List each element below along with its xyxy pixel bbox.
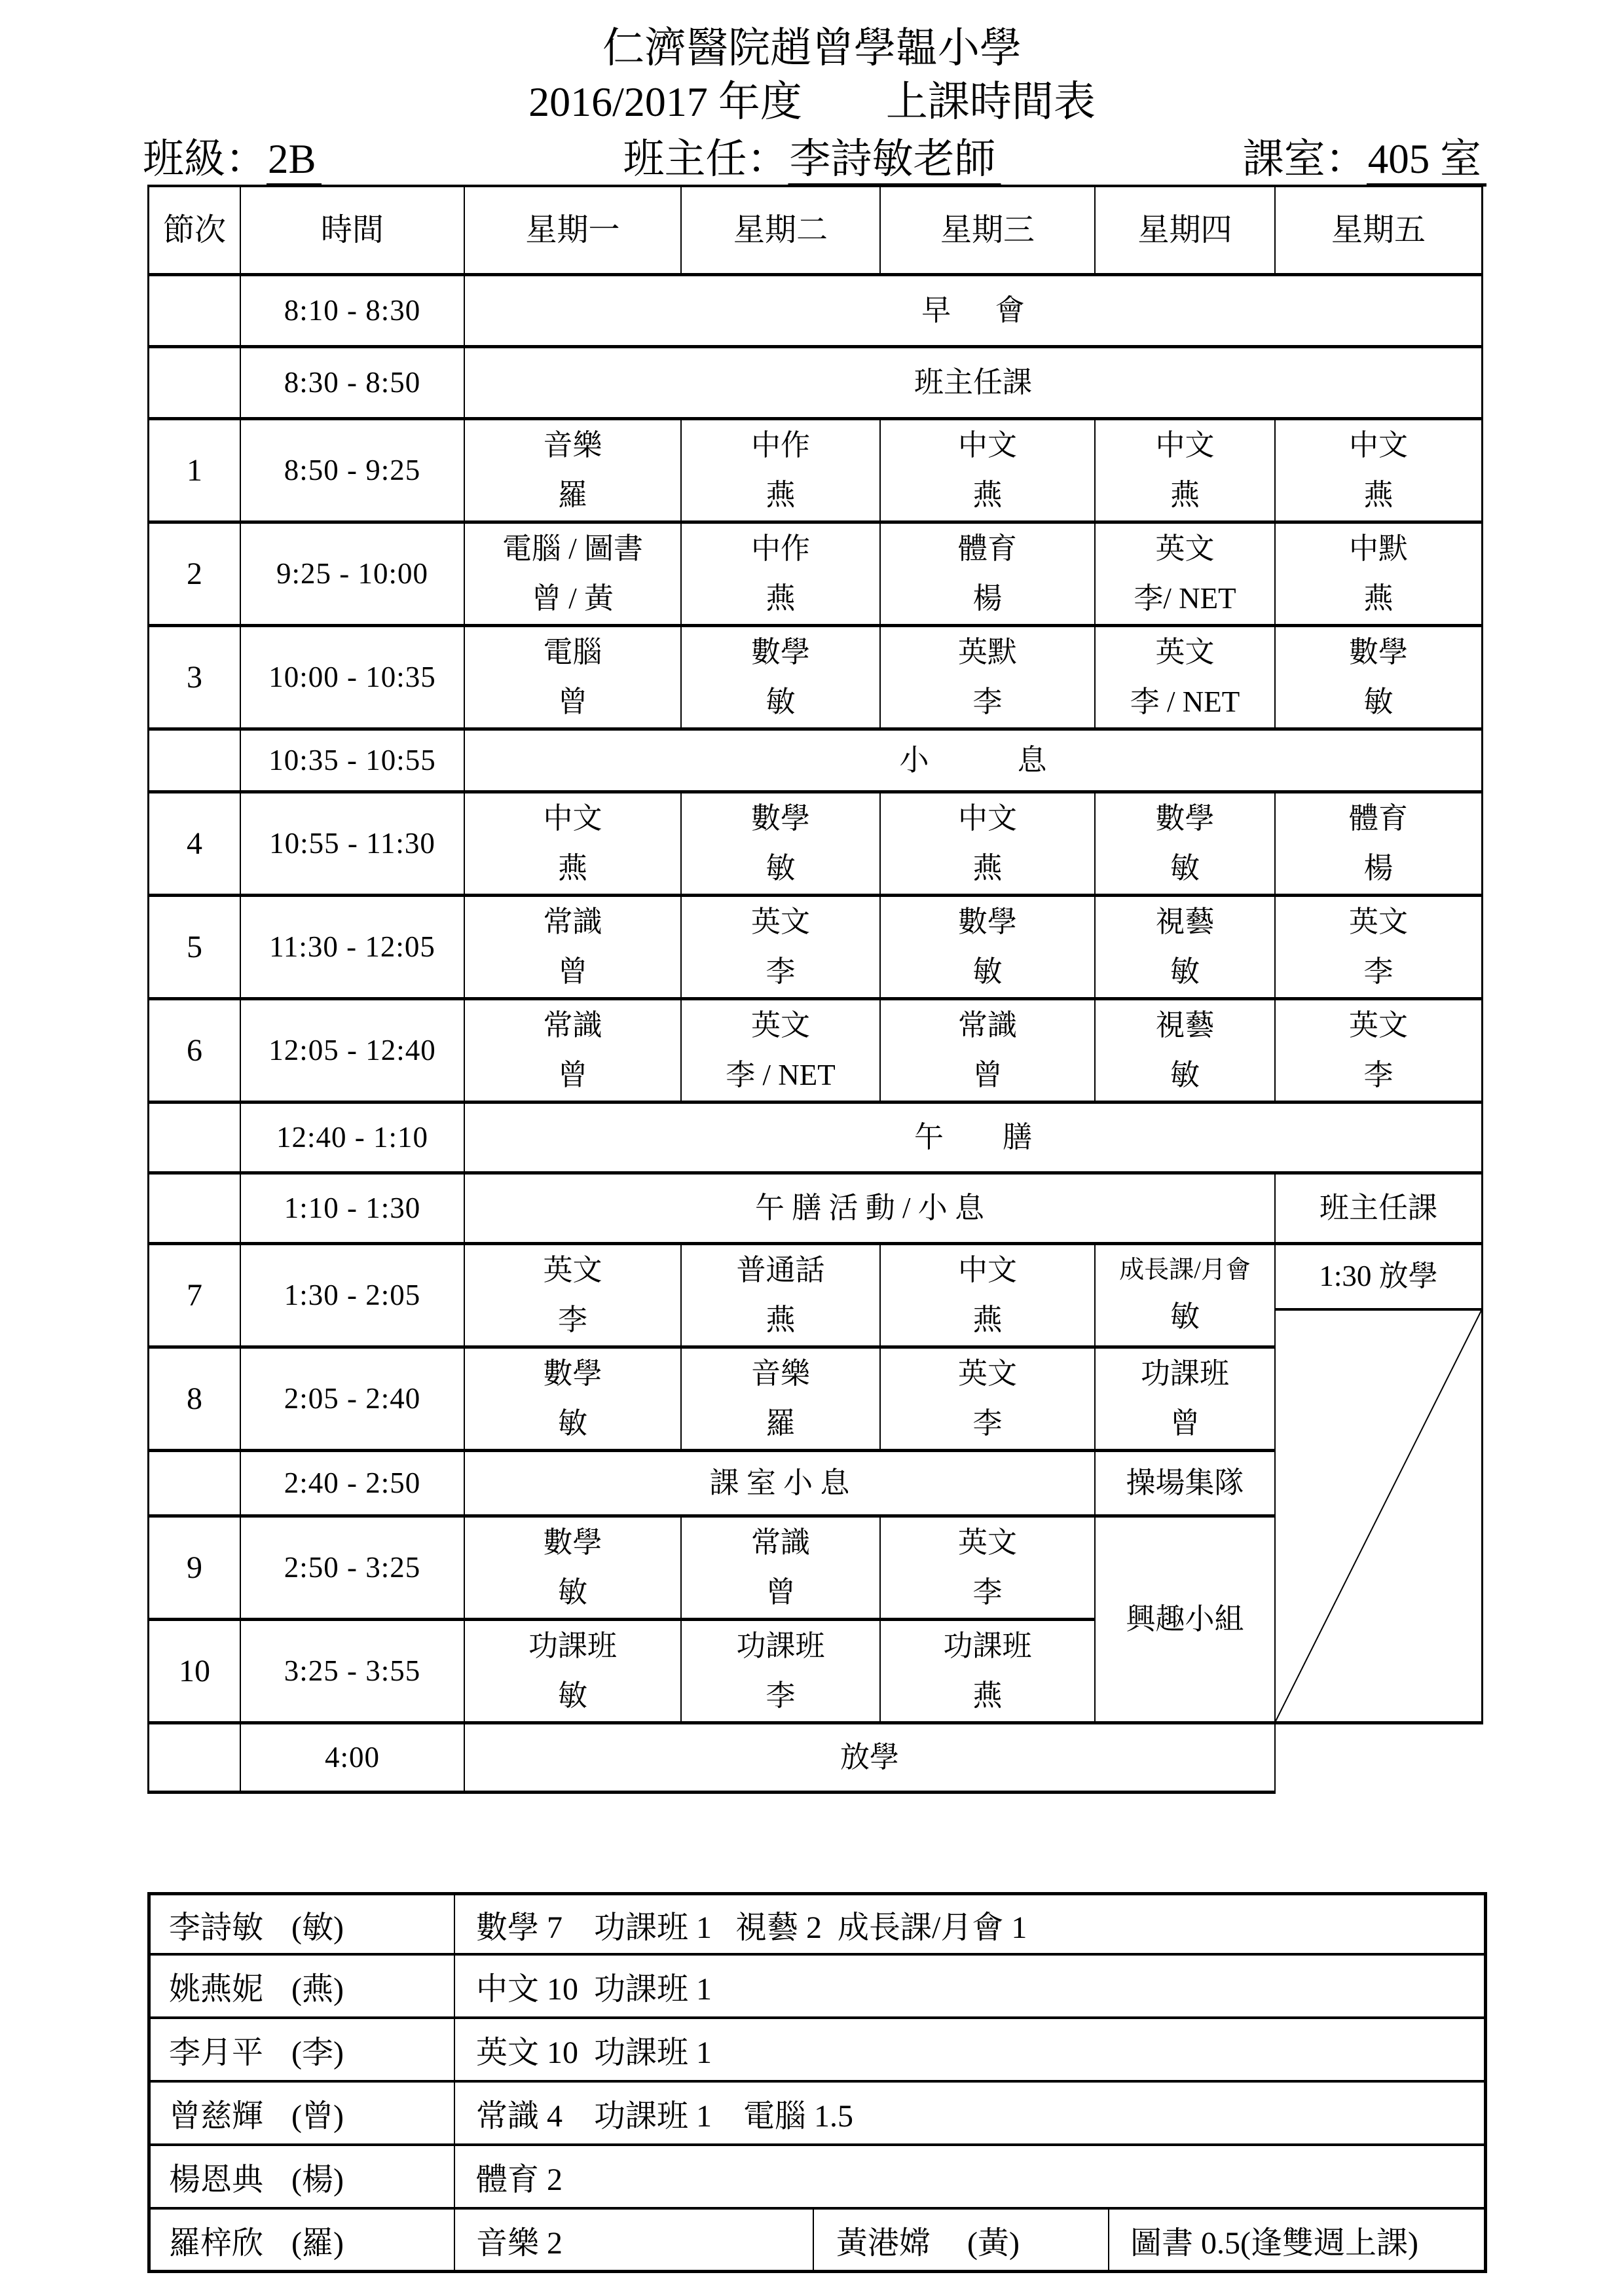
teacher-line: 曾 bbox=[557, 955, 587, 988]
class-teacher-value: 李詩敏老師 bbox=[788, 136, 1001, 187]
doc-title: 2016/2017 年度 上課時間表 bbox=[528, 79, 1096, 125]
teacher-line: 燕 bbox=[972, 1303, 1003, 1336]
cell-fri-early-dismissal: 1:30 放學 bbox=[1276, 1245, 1483, 1311]
p8-wed bbox=[881, 1349, 1096, 1452]
cell-lunch: 午 膳 bbox=[465, 1104, 1483, 1175]
subject-line: 功課班 bbox=[736, 1629, 825, 1662]
cell-empty bbox=[147, 1104, 241, 1175]
subject-line: 電腦 bbox=[543, 635, 602, 668]
p4-mon bbox=[465, 793, 682, 897]
room-value: 405 室 bbox=[1367, 136, 1486, 187]
teacher-line: 敏 bbox=[1170, 955, 1200, 988]
p9-tue bbox=[682, 1518, 881, 1621]
period-no-4: 4 bbox=[147, 793, 241, 897]
teacher-alias: (羅) bbox=[291, 2225, 344, 2261]
time-p6: 12:05 - 12:40 bbox=[241, 1000, 465, 1104]
cell-empty bbox=[147, 1724, 241, 1794]
cell-interest-group: 興趣小組 bbox=[1096, 1518, 1276, 1724]
subject-line: 音樂 bbox=[543, 428, 602, 462]
time-dismissal: 4:00 bbox=[241, 1724, 465, 1794]
cell-empty bbox=[147, 1175, 241, 1245]
cell-empty bbox=[147, 276, 241, 348]
subject-line: 常識 bbox=[957, 1008, 1017, 1042]
period-no-6: 6 bbox=[147, 1000, 241, 1104]
legend-name-cell bbox=[147, 2210, 455, 2273]
subject-line: 英文 bbox=[1155, 532, 1215, 565]
cell-empty bbox=[147, 731, 241, 793]
teacher-name: 羅梓欣 bbox=[169, 2225, 264, 2261]
cell-playground-assembly: 操場集隊 bbox=[1096, 1452, 1276, 1518]
subject-line: 功課班 bbox=[943, 1629, 1032, 1662]
cell-fri-no-class-diagonal bbox=[1276, 1311, 1483, 1724]
teacher-line: 敏 bbox=[766, 685, 796, 718]
teacher-name: 李詩敏 bbox=[169, 1910, 264, 1945]
p2-wed bbox=[881, 524, 1096, 627]
period-no-1: 1 bbox=[147, 420, 241, 524]
legend-detail-cell: 中文 10 功課班 1 bbox=[455, 1956, 1487, 2019]
legend-detail-cell: 數學 7 功課班 1 視藝 2 成長課/月會 1 bbox=[455, 1892, 1487, 1956]
teacher-line: 李 bbox=[972, 1575, 1003, 1609]
teacher-line: 燕 bbox=[972, 478, 1003, 511]
teacher-line: 敏 bbox=[1170, 1058, 1200, 1091]
teacher-line: 燕 bbox=[1363, 478, 1393, 511]
p2-fri bbox=[1276, 524, 1483, 627]
teacher-line: 曾 bbox=[1170, 1406, 1200, 1440]
p10-wed bbox=[881, 1621, 1096, 1724]
legend-detail-cell: 常識 4 功課班 1 電腦 1.5 bbox=[455, 2083, 1487, 2146]
subject-line: 常識 bbox=[543, 1008, 602, 1042]
cell-morning-assembly: 早 會 bbox=[465, 276, 1483, 348]
p7-mon bbox=[465, 1245, 682, 1349]
p6-thu bbox=[1096, 1000, 1276, 1104]
time-p3: 10:00 - 10:35 bbox=[241, 627, 465, 731]
p2-mon bbox=[465, 524, 682, 627]
teacher-line: 燕 bbox=[766, 581, 796, 615]
teacher-line: 燕 bbox=[766, 1303, 796, 1336]
p5-mon bbox=[465, 897, 682, 1000]
subject-line: 數學 bbox=[543, 1525, 602, 1559]
cell-dismissal: 放學 bbox=[465, 1724, 1276, 1794]
cell-empty bbox=[147, 1452, 241, 1518]
teacher-line: 曾 bbox=[557, 1058, 587, 1091]
col-header-mon: 星期一 bbox=[465, 185, 682, 276]
room-field bbox=[1243, 126, 1486, 185]
col-header-time: 時間 bbox=[241, 185, 465, 276]
subject-line: 英文 bbox=[1155, 635, 1215, 668]
teacher-alias: (敏) bbox=[291, 1910, 344, 1945]
teacher-line: 李/ NET bbox=[1134, 581, 1236, 615]
p2-tue bbox=[682, 524, 881, 627]
p6-fri bbox=[1276, 1000, 1483, 1104]
teacher-legend-table bbox=[147, 1892, 1487, 2273]
p8-thu bbox=[1096, 1349, 1276, 1452]
time-p1: 8:50 - 9:25 bbox=[241, 420, 465, 524]
teacher-line: 燕 bbox=[972, 1679, 1003, 1712]
teacher-name: 楊恩典 bbox=[169, 2162, 264, 2197]
teacher-line: 羅 bbox=[766, 1406, 796, 1440]
subject-line: 數學 bbox=[1348, 635, 1408, 668]
p10-mon bbox=[465, 1621, 682, 1724]
time-p7: 1:30 - 2:05 bbox=[241, 1245, 465, 1349]
time-p8: 2:05 - 2:40 bbox=[241, 1349, 465, 1452]
time-recess: 10:35 - 10:55 bbox=[241, 731, 465, 793]
subject-line: 數學 bbox=[957, 905, 1017, 938]
time-morning-assembly: 8:10 - 8:30 bbox=[241, 276, 465, 348]
teacher-line: 敏 bbox=[766, 851, 796, 884]
teacher-line: 曾 bbox=[972, 1058, 1003, 1091]
teacher-name: 黃港嫦 bbox=[836, 2225, 931, 2261]
teacher-line: 李 bbox=[766, 955, 796, 988]
subject-line: 中默 bbox=[1348, 532, 1408, 565]
subject-line: 視藝 bbox=[1155, 905, 1215, 938]
col-header-tue: 星期二 bbox=[682, 185, 881, 276]
subject-line: 中文 bbox=[957, 1253, 1017, 1286]
teacher-line: 羅 bbox=[557, 478, 587, 511]
teacher-line: 敏 bbox=[1170, 1300, 1200, 1334]
subject-line: 英文 bbox=[1348, 1008, 1408, 1042]
col-header-thu: 星期四 bbox=[1096, 185, 1276, 276]
p4-wed bbox=[881, 793, 1096, 897]
subject-line: 常識 bbox=[750, 1525, 810, 1559]
class-teacher-field bbox=[623, 126, 1001, 185]
p4-fri bbox=[1276, 793, 1483, 897]
p1-thu bbox=[1096, 420, 1276, 524]
teacher-line: 李 / NET bbox=[1130, 685, 1240, 718]
legend-name-cell bbox=[147, 1956, 455, 2019]
time-p5: 11:30 - 12:05 bbox=[241, 897, 465, 1000]
cell-classroom-recess: 課 室 小 息 bbox=[465, 1452, 1096, 1518]
col-header-period: 節次 bbox=[147, 185, 241, 276]
p3-tue bbox=[682, 627, 881, 731]
p1-fri bbox=[1276, 420, 1483, 524]
p5-wed bbox=[881, 897, 1096, 1000]
period-no-10: 10 bbox=[147, 1621, 241, 1724]
p7-thu bbox=[1096, 1245, 1276, 1349]
subject-line: 電腦 / 圖書 bbox=[502, 532, 643, 565]
p4-tue bbox=[682, 793, 881, 897]
subject-line: 常識 bbox=[543, 905, 602, 938]
subject-line: 英默 bbox=[957, 635, 1017, 668]
legend-name-cell bbox=[147, 1892, 455, 1956]
subject-line: 數學 bbox=[750, 635, 810, 668]
subject-line: 英文 bbox=[957, 1357, 1017, 1390]
subject-line: 數學 bbox=[1155, 801, 1215, 835]
subject-line: 英文 bbox=[750, 905, 810, 938]
teacher-line: 曾 / 黃 bbox=[531, 581, 614, 615]
subject-line: 英文 bbox=[750, 1008, 810, 1042]
diagonal-line bbox=[1276, 1311, 1481, 1721]
p3-mon bbox=[465, 627, 682, 731]
p6-tue bbox=[682, 1000, 881, 1104]
teacher-name: 姚燕妮 bbox=[169, 1972, 264, 2007]
teacher-line: 敏 bbox=[557, 1679, 587, 1712]
subject-line: 普通話 bbox=[736, 1253, 825, 1286]
legend-detail-cell-2: 圖書 0.5(逢雙週上課) bbox=[1109, 2210, 1487, 2273]
p1-tue bbox=[682, 420, 881, 524]
class-value: 2B bbox=[267, 136, 322, 187]
teacher-line: 燕 bbox=[557, 851, 587, 884]
class-field bbox=[143, 126, 322, 185]
p10-tue bbox=[682, 1621, 881, 1724]
period-no-5: 5 bbox=[147, 897, 241, 1000]
cell-lunch-activity: 午 膳 活 動 / 小 息 bbox=[465, 1175, 1276, 1245]
legend-name-cell-2 bbox=[814, 2210, 1109, 2273]
subject-line: 中文 bbox=[957, 428, 1017, 462]
p6-wed bbox=[881, 1000, 1096, 1104]
p7-tue bbox=[682, 1245, 881, 1349]
cell-empty bbox=[147, 348, 241, 420]
p4-thu bbox=[1096, 793, 1276, 897]
teacher-line: 李 / NET bbox=[726, 1058, 836, 1091]
time-p9: 2:50 - 3:25 bbox=[241, 1518, 465, 1621]
room-label: 課室： bbox=[1242, 136, 1367, 182]
p1-mon bbox=[465, 420, 682, 524]
class-teacher-label: 班主任： bbox=[623, 136, 788, 182]
school-name: 仁濟醫院趙曾學韞小學 bbox=[602, 25, 1022, 71]
teacher-name: 李月平 bbox=[169, 2035, 264, 2070]
subject-line: 成長課/月會 bbox=[1119, 1256, 1251, 1284]
teacher-alias: (燕) bbox=[291, 1972, 344, 2007]
legend-detail-cell: 英文 10 功課班 1 bbox=[455, 2019, 1487, 2083]
teacher-line: 李 bbox=[1363, 955, 1393, 988]
p9-mon bbox=[465, 1518, 682, 1621]
subject-line: 中作 bbox=[750, 532, 810, 565]
teacher-line: 敏 bbox=[557, 1406, 587, 1440]
subject-line: 功課班 bbox=[528, 1629, 617, 1662]
teacher-line: 敏 bbox=[557, 1575, 587, 1609]
p5-fri bbox=[1276, 897, 1483, 1000]
period-no-9: 9 bbox=[147, 1518, 241, 1621]
col-header-wed: 星期三 bbox=[881, 185, 1096, 276]
teacher-alias: (曾) bbox=[291, 2099, 344, 2134]
teacher-line: 燕 bbox=[1363, 581, 1393, 615]
legend-detail-cell: 音樂 2 bbox=[455, 2210, 814, 2273]
teacher-line: 敏 bbox=[1170, 851, 1200, 884]
teacher-line: 李 bbox=[972, 685, 1003, 718]
subject-line: 英文 bbox=[957, 1525, 1017, 1559]
p3-fri bbox=[1276, 627, 1483, 731]
teacher-line: 曾 bbox=[766, 1575, 796, 1609]
cell-recess: 小 息 bbox=[465, 731, 1483, 793]
legend-name-cell bbox=[147, 2083, 455, 2146]
teacher-name: 曾慈輝 bbox=[169, 2099, 264, 2134]
time-p4: 10:55 - 11:30 bbox=[241, 793, 465, 897]
teacher-line: 敏 bbox=[1363, 685, 1393, 718]
teacher-line: 李 bbox=[1363, 1058, 1393, 1091]
teacher-line: 燕 bbox=[972, 851, 1003, 884]
p5-tue bbox=[682, 897, 881, 1000]
legend-name-cell bbox=[147, 2019, 455, 2083]
subject-line: 數學 bbox=[543, 1357, 602, 1390]
p8-mon bbox=[465, 1349, 682, 1452]
subject-line: 視藝 bbox=[1155, 1008, 1215, 1042]
class-info-row bbox=[0, 126, 1624, 182]
teacher-line: 李 bbox=[557, 1303, 587, 1336]
time-p2: 9:25 - 10:00 bbox=[241, 524, 465, 627]
p5-thu bbox=[1096, 897, 1276, 1000]
cell-fri-teacher-period: 班主任課 bbox=[1276, 1175, 1483, 1245]
period-no-8: 8 bbox=[147, 1349, 241, 1452]
class-label: 班級： bbox=[143, 136, 267, 182]
p8-tue bbox=[682, 1349, 881, 1452]
teacher-line: 李 bbox=[766, 1679, 796, 1712]
p7-wed bbox=[881, 1245, 1096, 1349]
p2-thu bbox=[1096, 524, 1276, 627]
col-header-fri: 星期五 bbox=[1276, 185, 1483, 276]
teacher-alias: (黃) bbox=[967, 2225, 1020, 2261]
subject-line: 中文 bbox=[543, 801, 602, 835]
period-no-7: 7 bbox=[147, 1245, 241, 1349]
subject-line: 功課班 bbox=[1140, 1357, 1229, 1390]
teacher-line: 燕 bbox=[766, 478, 796, 511]
legend-name-cell bbox=[147, 2146, 455, 2210]
teacher-alias: (楊) bbox=[291, 2162, 344, 2197]
subject-line: 數學 bbox=[750, 801, 810, 835]
subject-line: 中文 bbox=[1155, 428, 1215, 462]
subject-line: 英文 bbox=[543, 1253, 602, 1286]
p3-wed bbox=[881, 627, 1096, 731]
subject-line: 體育 bbox=[1348, 801, 1408, 835]
subject-line: 中作 bbox=[750, 428, 810, 462]
p6-mon bbox=[465, 1000, 682, 1104]
teacher-alias: (李) bbox=[291, 2035, 344, 2070]
subject-line: 英文 bbox=[1348, 905, 1408, 938]
teacher-line: 李 bbox=[972, 1406, 1003, 1440]
time-p10: 3:25 - 3:55 bbox=[241, 1621, 465, 1724]
legend-detail-cell: 體育 2 bbox=[455, 2146, 1487, 2210]
timetable bbox=[147, 185, 1483, 1794]
teacher-line: 曾 bbox=[557, 685, 587, 718]
subject-line: 體育 bbox=[957, 532, 1017, 565]
p3-thu bbox=[1096, 627, 1276, 731]
p1-wed bbox=[881, 420, 1096, 524]
subject-line: 音樂 bbox=[750, 1357, 810, 1390]
period-no-2: 2 bbox=[147, 524, 241, 627]
teacher-line: 燕 bbox=[1170, 478, 1200, 511]
period-no-3: 3 bbox=[147, 627, 241, 731]
teacher-line: 楊 bbox=[972, 581, 1003, 615]
time-lunch: 12:40 - 1:10 bbox=[241, 1104, 465, 1175]
time-lunch-activity: 1:10 - 1:30 bbox=[241, 1175, 465, 1245]
time-classroom-recess: 2:40 - 2:50 bbox=[241, 1452, 465, 1518]
p9-wed bbox=[881, 1518, 1096, 1621]
cell-teacher-period: 班主任課 bbox=[465, 348, 1483, 420]
subject-line: 中文 bbox=[1348, 428, 1408, 462]
subject-line: 中文 bbox=[957, 801, 1017, 835]
teacher-line: 楊 bbox=[1363, 851, 1393, 884]
time-teacher-period: 8:30 - 8:50 bbox=[241, 348, 465, 420]
teacher-line: 敏 bbox=[972, 955, 1003, 988]
